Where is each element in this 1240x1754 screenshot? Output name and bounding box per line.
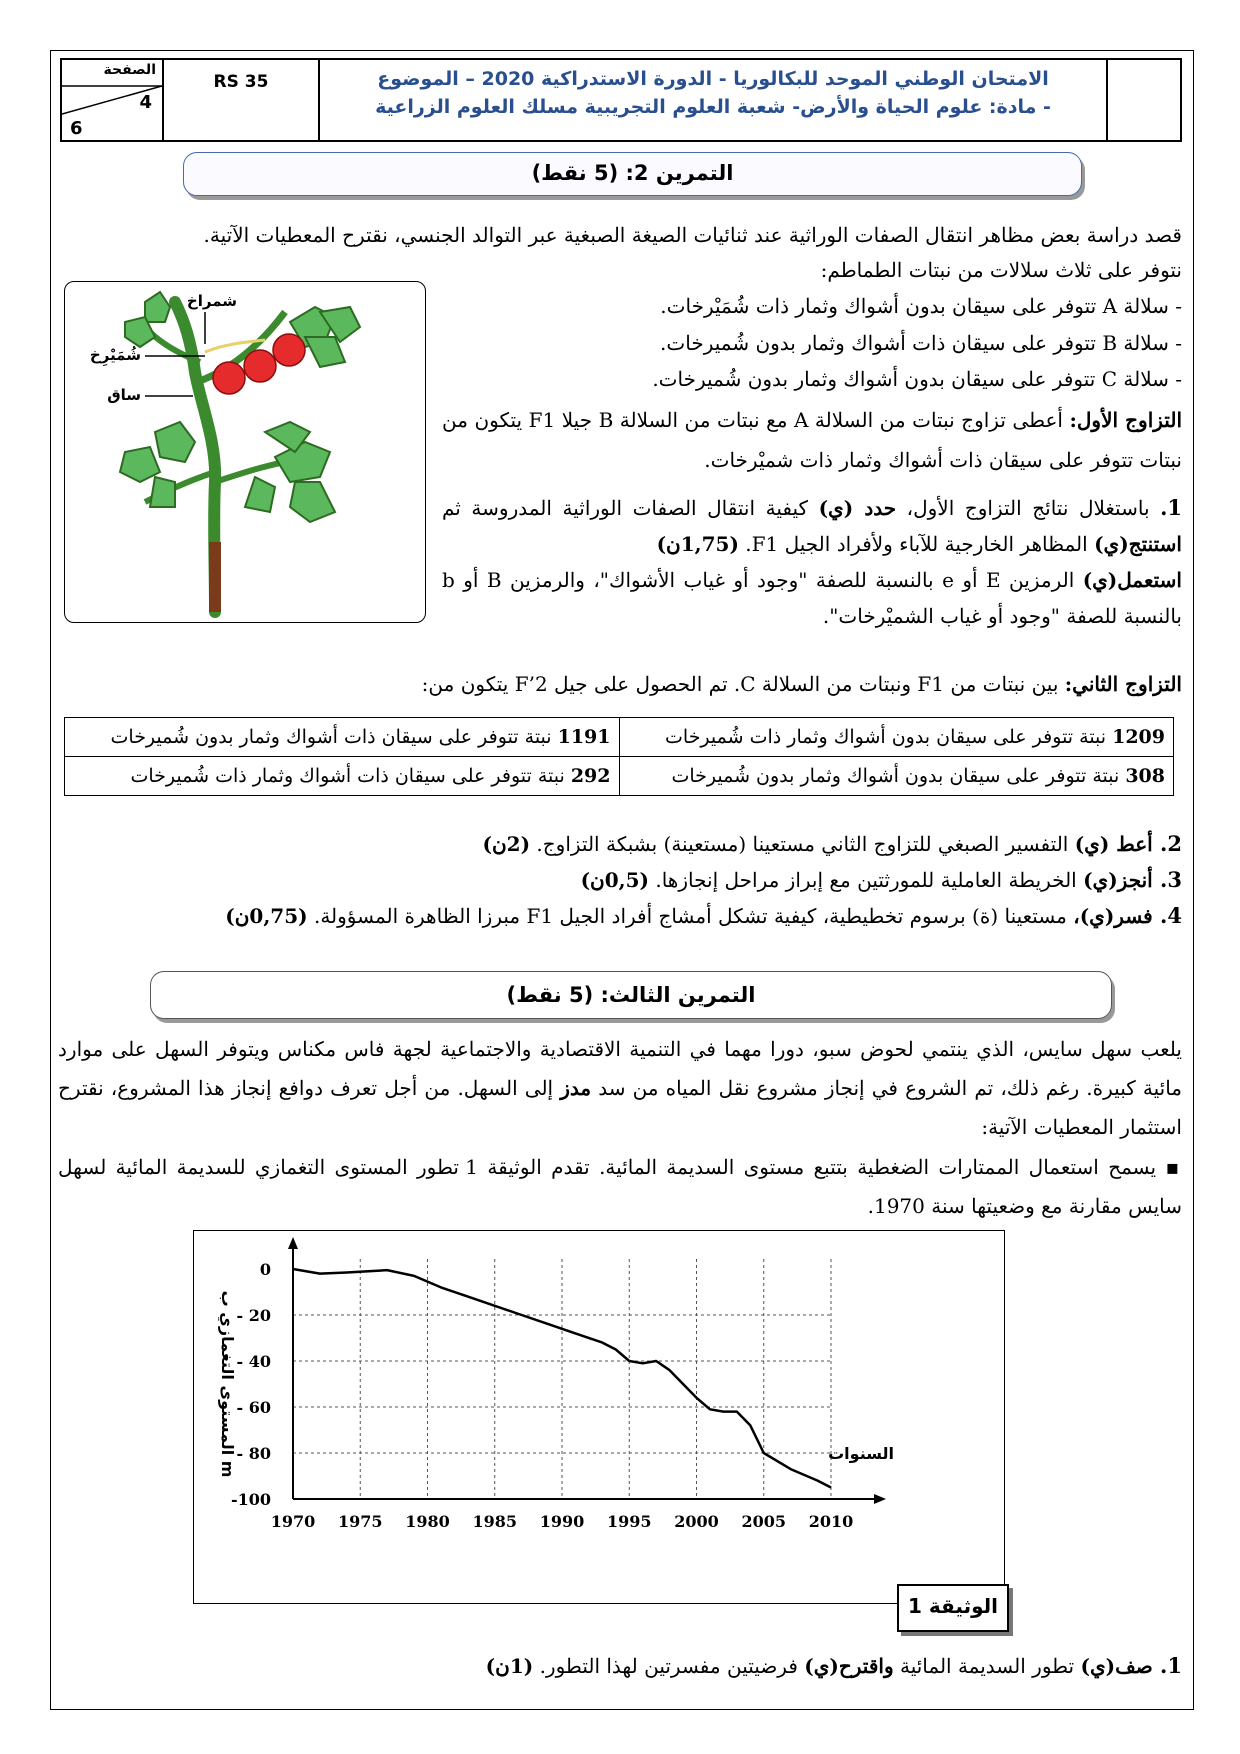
result-count: 292 (570, 765, 611, 787)
table-cell (619, 718, 1174, 757)
cross2-label: التزاوج الثاني: (1064, 672, 1182, 696)
x-axis-arrow-icon (874, 1494, 886, 1504)
strain-b: - سلالة B تتوفر على سيقان ذات أشواك وثمار بدون شُميرخات. (660, 331, 1182, 355)
q2-number: 2. (1152, 831, 1182, 856)
ex2-question-2 (112, 826, 1182, 862)
exercise3-doc-intro (58, 1148, 1182, 1226)
q3-text: الخريطة العاملية للمورثتين مع إبراز مراحل إنجازها. (649, 868, 1084, 892)
document-1-label: الوثيقة 1 (897, 1584, 1009, 1632)
q1-verb-deduce: استنتج(ي) (1094, 532, 1182, 556)
q1-verb-use: استعمل(ي) (1082, 568, 1182, 592)
x-tick-label: 1970 (270, 1512, 316, 1531)
y-axis-label: المستوى التغمازي ب m (218, 1290, 237, 1478)
cross1-paragraph (442, 400, 1182, 480)
label-peduncle: شمراخ (186, 292, 237, 310)
ex3-intro-b: إلى السهل. من أجل تعرف دوافع إنجاز هذا المشروع، نقترح استثمار المعطيات الآتية: (58, 1076, 1182, 1139)
cross2-paragraph (58, 664, 1182, 704)
ex2-question-1 (442, 490, 1182, 634)
exercise3-title: التمرين الثالث: (5 نقط) (150, 971, 1112, 1019)
table-cell (65, 718, 620, 757)
ex3-q1-text-a: تطور السديمة المائية (893, 1654, 1081, 1678)
y-tick-label: - 60 (236, 1398, 271, 1417)
x-tick-label: 1995 (606, 1512, 652, 1531)
q4-verb: فسر(ي)، (1073, 904, 1153, 928)
exam-title-cell (318, 60, 1106, 140)
strain-c: - سلالة C تتوفر على سيقان بدون أشواك وثمار بدون شُميرخات. (652, 367, 1182, 391)
q4-points: (0,75ن) (225, 904, 308, 928)
result-desc: نبتة تتوفر على سيقان بدون أشواك وثمار بدون شُميرخات (671, 765, 1126, 787)
exercise2-title: التمرين 2: (5 نقط) (183, 152, 1082, 196)
result-desc: نبتة تتوفر على سيقان بدون أشواك وثمار ذات شُميرخات (665, 726, 1113, 748)
exam-title-line2: - مادة: علوم الحياة والأرض- شعبة العلوم التجريبية مسلك العلوم الزراعية (375, 96, 1051, 118)
table-row (65, 757, 1174, 796)
result-count: 308 (1125, 765, 1165, 787)
x-tick-label: 1980 (405, 1512, 450, 1531)
result-desc: نبتة تتوفر على سيقان ذات أشواك وثمار بدون شُميرخات (110, 726, 558, 748)
ex3-q1-verb-describe: صف(ي) (1080, 1654, 1153, 1678)
q4-number: 4. (1152, 903, 1182, 928)
cross2-text: بين نبتات من F1 ونبتات من السلالة C. تم الحصول على جيل F’2 يتكون من: (421, 672, 1065, 696)
y-tick-label: -100 (230, 1490, 271, 1509)
table-cell (619, 757, 1174, 796)
ex3-intro-a: يلعب سهل سايس، الذي ينتمي لحوض سبو، دورا مهما في التنمية الاقتصادية والاجتماعية لجهة فاس مكناس ويتوفر السهل على موارد مائية كبيرة. رغم ذلك، تم الشروع في إنجاز مشروع نقل المياه من سد (58, 1037, 1183, 1100)
q3-points: (0,5ن) (580, 868, 649, 892)
ex3-q1-verb-propose: واقترح(ي) (804, 1654, 894, 1678)
x-axis-label: السنوات (828, 1444, 894, 1463)
cross1-text: أعطى تزاوج نبتات من السلالة A مع نبتات من السلالة B جيلا F1 يتكون من نبتات تتوفر على سيقان ذات أشواك وثمار ذات شميْرخات. (442, 408, 1182, 472)
exam-title-line1: الامتحان الوطني الموحد للبكالوريا - الدورة الاستدراكية 2020 – الموضوع (377, 68, 1049, 90)
exam-code-cell (162, 60, 318, 140)
x-tick-label: 1985 (472, 1512, 518, 1531)
page-total: 6 (70, 118, 83, 139)
ex3-q1-text-b: فرضيتين مفسرتين لهذا التطور. (533, 1654, 805, 1678)
result-count: 1191 (557, 726, 611, 748)
q3-number: 3. (1152, 867, 1182, 892)
exercise3-intro (58, 1030, 1182, 1147)
exam-header (60, 58, 1182, 142)
q1-verb-determine: حدد (ي) (818, 496, 897, 520)
ex3-dam-name: مدز (560, 1076, 592, 1100)
strain-a: - سلالة A تتوفر على سيقان بدون أشواك وثمار ذات شُمَيْرخات. (660, 294, 1182, 318)
tomato-plant-figure (64, 281, 426, 623)
ex3-q1-points: (1ن) (485, 1654, 534, 1678)
result-count: 1209 (1112, 726, 1165, 748)
q1-text-g: الرمزين E أو e بالنسبة للصفة "وجود أو غياب الأشواك"، والرمزين B أو b بالنسبة للصفة "وجود أو غياب الشميْرخات". (442, 568, 1182, 628)
q3-verb: أنجز(ي) (1083, 868, 1153, 892)
ex3-doc-intro-text: يسمح استعمال الممتارات الضغطية بتتبع مستوى السديمة المائية. تقدم الوثيقة 1 تطور المستوى التغمازي للسديمة المائية لسهل سايس مقارنة مع وضعيتها سنة 1970. (58, 1155, 1182, 1218)
x-tick-label: 1990 (539, 1512, 585, 1531)
y-tick-label: 0 (259, 1260, 271, 1279)
q1-text-c: كيفية انتقال الصفات الوراثية المدروسة ثم (442, 496, 819, 520)
empty-cell (1106, 60, 1180, 140)
page-label: الصفحة (103, 62, 156, 78)
page-number: 4 (139, 92, 152, 113)
exam-code: RS 35 (213, 72, 269, 92)
q2-text: التفسير الصبغي للتزاوج الثاني مستعينا (مستعينة) بشبكة التزاوج. (530, 832, 1075, 856)
y-tick-label: - 40 (236, 1352, 271, 1371)
strains-intro: نتوفر على ثلاث سلالات من نبتات الطماطم: (820, 258, 1182, 282)
x-tick-label: 2000 (674, 1512, 719, 1531)
water-table-line-chart (194, 1231, 1004, 1603)
ex2-question-4 (112, 898, 1182, 934)
label-stem: ساق (107, 386, 141, 404)
document-1-chart (193, 1230, 1005, 1604)
f2-results-table (64, 717, 1174, 796)
q2-points: (2ن) (482, 832, 531, 856)
ex2-question-3 (112, 862, 1182, 898)
x-tick-label: 1975 (337, 1512, 383, 1531)
q1-text-e: المظاهر الخارجية للآباء ولأفراد الجيل F1. (738, 532, 1095, 556)
table-row (65, 718, 1174, 757)
y-tick-label: - 80 (236, 1444, 271, 1463)
x-tick-label: 2010 (808, 1512, 854, 1531)
q2-verb: أعط (ي) (1074, 832, 1153, 856)
x-tick-label: 2005 (741, 1512, 787, 1531)
cross1-label: التزاوج الأول: (1069, 408, 1182, 432)
q1-points: (1,75ن) (656, 532, 739, 556)
result-desc: نبتة تتوفر على سيقان ذات أشواك وثمار ذات شُميرخات (130, 765, 571, 787)
page-indicator (62, 60, 162, 140)
table-cell (65, 757, 620, 796)
y-tick-label: - 20 (236, 1306, 271, 1325)
q4-text: مستعينا (ة) برسوم تخطيطية، كيفية تشكل أمشاج أفراد الجيل F1 مبرزا الظاهرة المسؤولة. (307, 904, 1074, 928)
tomato-plant-drawing (65, 282, 425, 622)
label-pedicel: شُمَيْرِخ (89, 346, 141, 364)
y-axis-arrow-icon (288, 1237, 298, 1249)
q1-text-a: باستغلال نتائج التزاوج الأول، (896, 496, 1161, 520)
q1-number: 1. (1160, 495, 1183, 520)
exercise2-intro: قصد دراسة بعض مظاهر انتقال الصفات الوراثية عند ثنائيات الصيغة الصبغية عبر التوالد الجنسي، نقترح المعطيات الآتية. (203, 223, 1182, 247)
bullet-icon: ▪ (1165, 1155, 1182, 1179)
ex3-question-1 (92, 1648, 1182, 1684)
ex3-q1-number: 1. (1152, 1653, 1182, 1678)
